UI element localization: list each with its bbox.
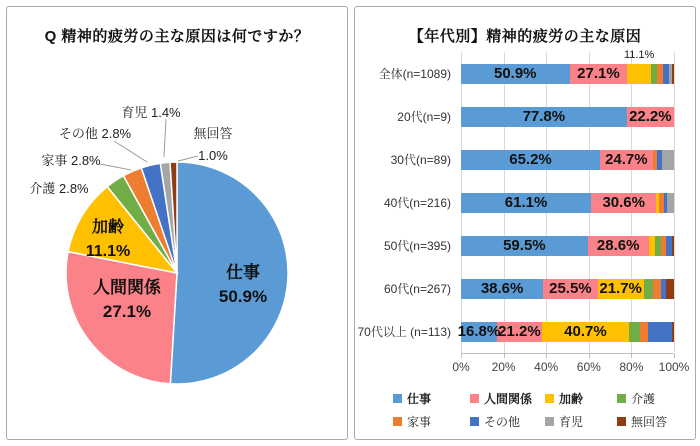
bar-value-label: 59.5% [503,237,546,254]
legend-label: その他 [484,414,521,429]
legend-swatch-人間関係 [470,394,479,403]
legend-label: 加齢 [559,391,584,406]
bar-segment-家事 [653,279,660,299]
gridline-100% [674,52,675,353]
bar-value-label: 27.1% [577,65,620,82]
bar-row-30代(n=89) [461,150,674,170]
bar-segment-介護 [644,279,654,299]
x-tick-label-100%: 100% [658,360,690,374]
leader-line-1 [114,141,147,162]
legend-item-人間関係 [470,391,532,405]
stacked-bar-panel [354,6,696,440]
x-tick-label-80%: 80% [619,360,644,374]
legend-item-加齢 [545,391,583,405]
bar-segment-育児 [667,193,674,213]
bar-value-label: 28.6% [596,237,640,254]
category-label: 70代以上 (n=113) [357,325,451,339]
bar-row-50代(n=395) [461,236,674,256]
bar-value-label: 16.8% [457,323,501,340]
bar-row-70代以上 (n=113) [457,322,674,342]
x-tick-40% [546,354,547,358]
x-tick-80% [631,354,632,358]
legend-swatch-介護 [617,394,626,403]
legend [355,385,695,437]
bar-value-label: 25.5% [549,280,592,297]
x-tick-60% [589,354,590,358]
x-tick-0% [461,354,462,358]
leader-line-3 [178,156,198,161]
category-label: 30代(n=89) [390,153,451,167]
bar-segment-その他 [648,322,673,342]
pie-label-value: 1.0% [198,148,228,163]
pie-label-無回答 [193,126,232,163]
bar-row-40代(n=216) [461,193,674,213]
pie-chart-title: Q 精神的疲労の主な原因は何ですか？ [44,28,310,45]
bar-row-全体(n=1089) [461,48,674,84]
category-label: 全体(n=1089) [378,67,451,81]
bar-segment-加齢 [627,64,651,84]
bar-value-label: 30.6% [602,194,645,211]
legend-label: 無回答 [631,414,668,429]
bar-value-label: 40.7% [564,323,607,340]
bar-value-label: 24.7% [605,151,648,168]
pie-label-value: 50.9% [218,287,268,306]
bar-segment-無回答 [672,236,674,256]
pie-label-介護: 介護 2.8% [29,181,89,196]
bar-value-label: 21.2% [498,323,541,340]
leader-line-2 [164,119,166,157]
bar-segment-介護 [629,322,640,342]
x-tick-20% [504,354,505,358]
category-label: 60代(n=267) [383,282,451,296]
bar-chart-title: 【年代別】精神的疲労の主な原因 [408,28,642,45]
legend-item-介護 [617,391,655,405]
category-label: 40代(n=216) [383,196,451,210]
bar-value-label: 65.2% [509,151,552,168]
bar-value-label: 50.9% [493,65,537,82]
pie-label-その他: その他 2.8% [58,126,132,141]
legend-swatch-無回答 [617,417,626,426]
pie-label-value: 11.1% [85,243,131,260]
category-axis [354,52,457,353]
pie-label-家事: 家事 2.8% [41,153,101,168]
legend-swatch-仕事 [393,394,402,403]
x-tick-label-40%: 40% [534,360,559,374]
bar-plot-area [457,48,674,354]
x-axis [452,354,690,376]
pie-label-name: 加齢 [91,219,125,236]
bar-value-label: 22.2% [629,108,672,125]
pie-chart-panel [6,6,348,440]
legend-swatch-家事 [393,417,402,426]
pie-label-育児: 育児 1.4% [121,105,181,120]
bar-value-label: 21.7% [599,280,642,297]
legend-item-その他 [470,414,520,428]
bar-value-label: 38.6% [480,280,524,297]
legend-label: 人間関係 [484,391,533,406]
bar-segment-無回答 [666,279,674,299]
legend-label: 仕事 [407,391,432,406]
x-tick-label-20%: 20% [491,360,516,374]
legend-label: 育児 [559,414,584,429]
legend-swatch-育児 [545,417,554,426]
x-tick-100% [674,354,675,358]
legend-item-家事 [393,414,431,428]
bar-segment-無回答 [672,64,674,84]
legend-item-無回答 [617,414,667,428]
bar-value-label: 77.8% [522,108,566,125]
legend-swatch-その他 [470,417,479,426]
legend-item-育児 [545,414,583,428]
bar-segment-家事 [640,322,647,342]
legend-item-仕事 [393,391,431,405]
bar-row-20代(n=9) [461,107,674,127]
bar-segment-育児 [662,150,674,170]
bar-row-60代(n=267) [461,279,674,299]
pie-label-value: 27.1% [102,302,152,321]
leader-line-0 [100,164,131,170]
x-tick-label-0%: 0% [452,360,470,374]
legend-label: 家事 [407,414,432,429]
category-label: 50代(n=395) [383,239,451,253]
x-tick-label-60%: 60% [576,360,601,374]
legend-swatch-加齢 [545,394,554,403]
pie-label-name: 仕事 [226,263,260,282]
bar-segment-無回答 [672,322,674,342]
pie-label-name: 人間関係 [93,278,161,297]
bar-value-label: 61.1% [504,194,548,211]
category-label: 20代(n=9) [397,110,451,124]
legend-label: 介護 [631,391,656,406]
bar-value-label: 11.1% [623,48,655,61]
pie-chart [7,51,348,439]
pie-label-name: 無回答 [193,126,233,141]
